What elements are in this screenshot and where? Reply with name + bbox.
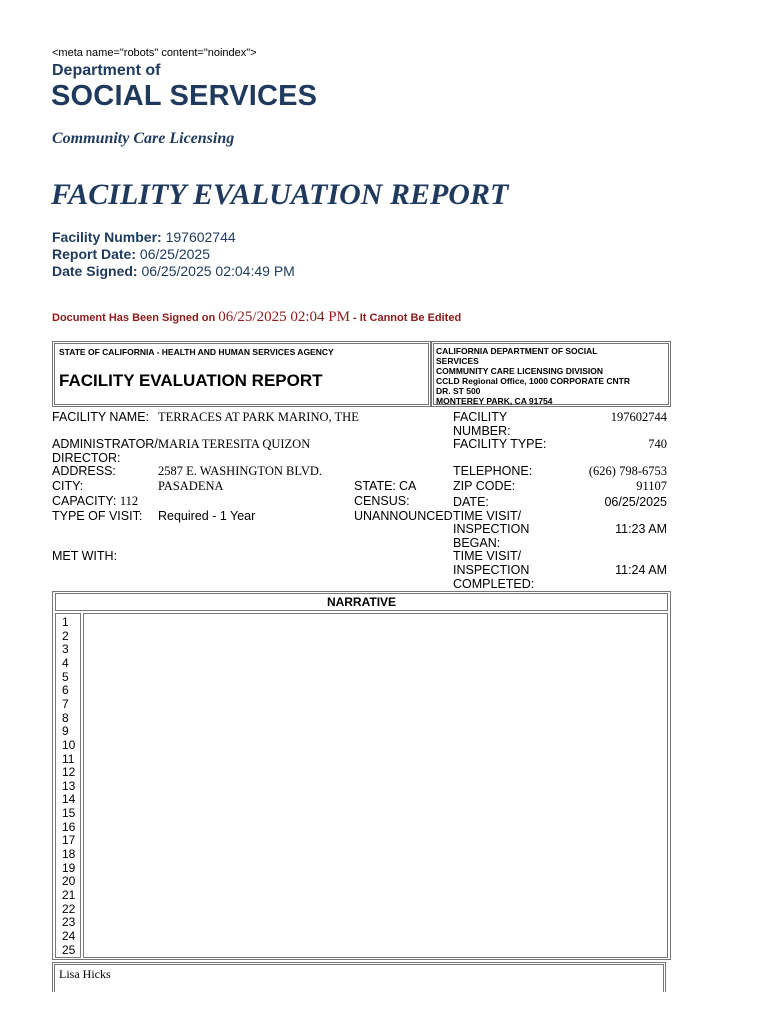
facility-name-label: FACILITY NAME: (52, 410, 150, 424)
time-completed-label-2: INSPECTION (453, 563, 530, 577)
narrative-line-number: 21 (62, 888, 76, 902)
capacity-value: 112 (119, 494, 139, 508)
narrative-text-area (83, 613, 668, 958)
form-title: FACILITY EVALUATION REPORT (59, 371, 323, 390)
report-date-line (52, 246, 210, 262)
facility-type-label: FACILITY TYPE: (453, 437, 547, 451)
division-line: DR. ST 500 (436, 386, 481, 396)
signed-notice-suffix: - It Cannot Be Edited (353, 312, 462, 324)
address-value: 2587 E. WASHINGTON BLVD. (158, 464, 323, 478)
telephone-label: TELEPHONE: (453, 464, 533, 478)
narrative-line-number: 18 (62, 847, 76, 862)
date-value: 06/25/2025 (604, 495, 667, 509)
evaluator-name: Lisa Hicks (59, 967, 111, 981)
form-header-left (52, 341, 431, 407)
signed-notice-datetime: 06/25/2025 02:04 PM (218, 309, 350, 325)
narrative-line-number: 12 (62, 765, 76, 780)
narrative-line-number: 25 (62, 942, 76, 957)
state-value: CA (399, 479, 417, 493)
division-line: CCLD Regional Office, 1000 CORPORATE CNTR (436, 376, 630, 386)
city-value: PASADENA (158, 479, 224, 493)
facility-type-value: 740 (648, 437, 667, 451)
telephone-value: (626) 798-6753 (588, 464, 667, 478)
facility-number-line (52, 229, 236, 245)
narrative-line-number: 15 (62, 806, 76, 821)
date-label: DATE: (453, 495, 489, 509)
narrative-line-number: 8 (62, 710, 69, 725)
narrative-line-number: 23 (62, 915, 76, 930)
division-line: SERVICES (436, 356, 479, 366)
administrator-label-2: DIRECTOR: (52, 451, 121, 465)
facility-number-field-value: 197602744 (610, 410, 667, 424)
narrative-line-number: 20 (62, 874, 76, 889)
division-line: CALIFORNIA DEPARTMENT OF SOCIAL (436, 346, 598, 356)
address-label: ADDRESS: (52, 464, 116, 478)
footer-box (52, 962, 666, 992)
time-completed-value: 11:24 AM (615, 563, 667, 577)
capacity-line (52, 494, 138, 509)
time-began-label-1: TIME VISIT/ (453, 509, 522, 523)
narrative-line-number: 9 (62, 724, 69, 739)
narrative-line-number: 13 (62, 778, 76, 793)
date-signed-value: 06/25/2025 02:04:49 PM (141, 263, 295, 279)
state-label: STATE: (354, 479, 396, 493)
meta-text: <meta name="robots" content="noindex"> (52, 47, 257, 59)
signed-notice (52, 309, 461, 326)
visit-type-value: Required - 1 Year (158, 509, 256, 523)
visit-type-label: TYPE OF VISIT: (52, 509, 143, 523)
state-agency: STATE OF CALIFORNIA - HEALTH AND HUMAN SERVICES AGENCY (59, 347, 334, 357)
narrative-line-number: 16 (62, 819, 76, 834)
line-number-column (55, 613, 81, 958)
census-label: CENSUS: (354, 494, 410, 508)
met-with-label: MET WITH: (52, 549, 118, 563)
narrative-line-number: 14 (62, 792, 76, 807)
narrative-title: NARRATIVE (55, 593, 668, 611)
zip-code-label: ZIP CODE: (453, 479, 516, 493)
capacity-label: CAPACITY: (52, 494, 117, 508)
narrative-line-number: 22 (62, 901, 76, 916)
administrator-value: MARIA TERESITA QUIZON (158, 437, 311, 451)
narrative-line-number: 3 (62, 642, 69, 657)
city-label: CITY: (52, 479, 84, 493)
narrative-line-number: 5 (62, 669, 69, 684)
facility-number-label: Facility Number: (52, 229, 162, 245)
administrator-label-1: ADMINISTRATOR/ (52, 437, 158, 451)
time-completed-label-1: TIME VISIT/ (453, 549, 522, 563)
unannounced-label: UNANNOUNCED (354, 509, 453, 523)
time-began-label-2: INSPECTION (453, 522, 530, 536)
time-began-label-3: BEGAN: (453, 536, 501, 550)
narrative-line-number: 17 (62, 833, 76, 848)
narrative-line-number: 6 (62, 683, 69, 698)
agency-title: SOCIAL SERVICES (51, 80, 318, 112)
narrative-line-number: 1 (62, 615, 69, 629)
date-signed-label: Date Signed: (52, 263, 138, 279)
program-name: Community Care Licensing (52, 130, 235, 147)
division-address (436, 346, 630, 406)
narrative-line-number: 11 (62, 751, 75, 766)
facility-number-field-label-2: NUMBER: (453, 424, 511, 438)
facility-number-field-label-1: FACILITY (453, 410, 508, 424)
division-line: MONTEREY PARK, CA 91754 (436, 396, 553, 406)
report-date-label: Report Date: (52, 246, 137, 262)
narrative-line-number: 4 (62, 655, 69, 670)
signed-notice-prefix: Document Has Been Signed on (52, 312, 216, 324)
time-began-value: 11:23 AM (615, 522, 667, 536)
narrative-line-number: 7 (62, 696, 69, 711)
zip-code-value: 91107 (636, 479, 667, 493)
report-heading: FACILITY EVALUATION REPORT (51, 178, 509, 211)
facility-number-value: 197602744 (165, 229, 236, 245)
division-line: COMMUNITY CARE LICENSING DIVISION (436, 366, 604, 376)
facility-name-value: TERRACES AT PARK MARINO, THE (158, 410, 359, 424)
form-header-right (431, 341, 671, 407)
narrative-line-number: 10 (62, 737, 76, 752)
narrative-line-number: 2 (62, 628, 69, 643)
narrative-line-number: 19 (62, 860, 76, 875)
date-signed-line (52, 263, 295, 279)
narrative-line-number: 24 (62, 928, 76, 943)
time-completed-label-3: COMPLETED: (453, 577, 535, 591)
department-label: Department of (52, 62, 161, 79)
report-date-value: 06/25/2025 (139, 246, 210, 262)
